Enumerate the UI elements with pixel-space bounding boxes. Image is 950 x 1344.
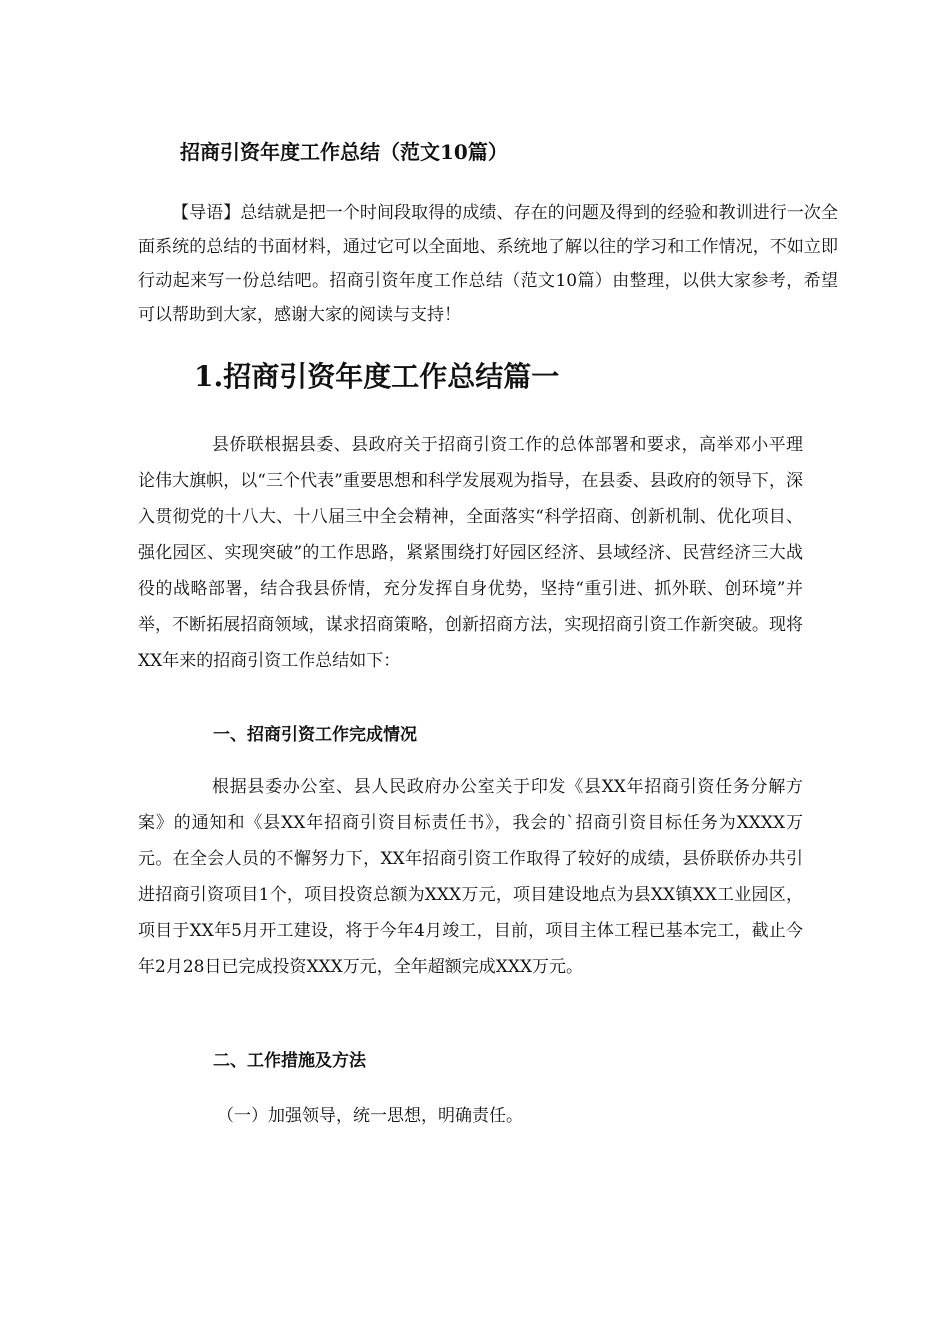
body-paragraph-2: 根据县委办公室、县人民政府办公室关于印发《县XX年招商引资任务分解方案》的通知和《县XX年招商引资目标责任书》，我会的`招商引资目标任务为XXXX万元。在全会人员的不懈努力下，XX年招商引资工作取得了较好的成绩，县侨联侨办共引进招商引资项目1个，项目投资总额为XXX万元，项目建设地点为县XX镇XX工业园区，项目于XX年5月开工建设，将于今年4月竣工，目前，项目主体工程已基本完工，截止今年2月28日已完成投资XXX万元，全年超额完成XXX万元。 [138, 777, 803, 977]
body-paragraph-1: 县侨联根据县委、县政府关于招商引资工作的总体部署和要求，高举邓小平理论伟大旗帜，以“三个代表”重要思想和科学发展观为指导，在县委、县政府的领导下，深入贯彻党的十八大、十八届三中全会精神，全面落实“科学招商、创新机制、优化项目、强化园区、实现突破”的工作思路，紧紧围绕打好园区经济、县域经济、民营经济三大战役的战略部署，结合我县侨情，充分发挥自身优势，坚持“重引进、抓外联、创环境”并举，不断拓展招商领域，谋求招商策略，创新招商方法，实现招商引资工作新突破。现将XX年来的招商引资工作总结如下： [138, 435, 803, 671]
document-title: 招商引资年度工作总结（范文10篇） [180, 140, 508, 164]
section-heading: 1.招商引资年度工作总结篇一 [194, 360, 560, 393]
intro-paragraph: 【导语】总结就是把一个时间段取得的成绩、存在的问题及得到的经验和教训进行一次全面系统的总结的书面材料，通过它可以全面地、系统地了解以往的学习和工作情况，不如立即行动起来写一份总结吧。招商引资年度工作总结（范文10篇）由整理，以供大家参考，希望可以帮助到大家，感谢大家的阅读与支持！ [138, 203, 838, 325]
subheading-1: 一、招商引资工作完成情况 [213, 725, 417, 745]
list-item-1: （一）加强领导，统一思想，明确责任。 [217, 1106, 523, 1126]
subheading-2: 二、工作措施及方法 [213, 1051, 366, 1071]
